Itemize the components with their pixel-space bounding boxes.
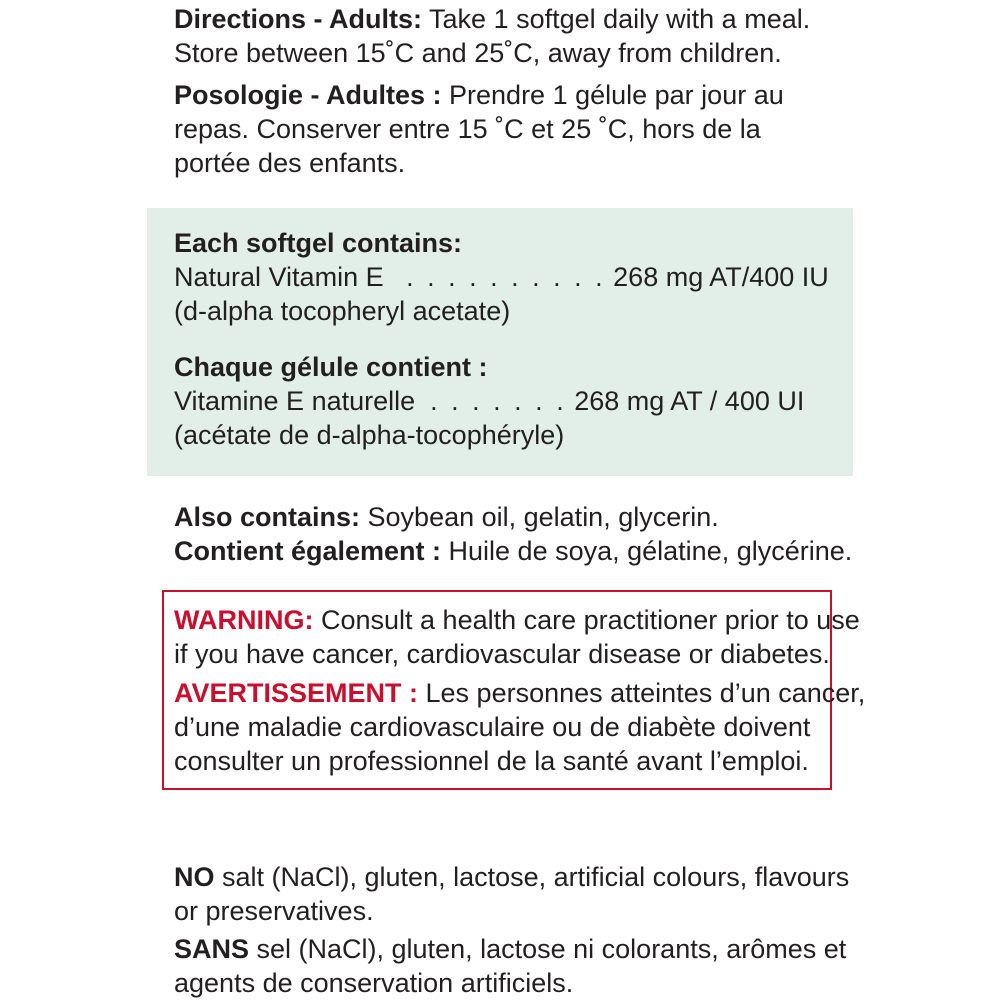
ingredients-fr xyxy=(174,350,804,452)
ingredients-en-heading: Each softgel contains: xyxy=(174,228,463,258)
directions-fr-line-1 xyxy=(174,78,784,112)
directions-en xyxy=(174,2,810,70)
directions-fr xyxy=(174,78,784,180)
free-from-en-text: salt (NaCl), gluten, lactose, artificial colours, flavours xyxy=(214,862,850,892)
warning-en-line-1 xyxy=(174,603,860,637)
directions-fr-text: Prendre 1 gélule par jour au xyxy=(441,80,784,110)
ingredient-detail: (acétate de d-alpha-tocophéryle) xyxy=(174,420,565,450)
warning-en xyxy=(174,603,860,671)
other-ingredients xyxy=(174,500,852,568)
warning-en-text: Consult a health care practitioner prior to use xyxy=(313,605,860,635)
other-ingredients-en-label: Also contains: xyxy=(174,502,361,532)
directions-en-line-1 xyxy=(174,2,810,36)
free-from-en-line-1 xyxy=(174,860,849,894)
ingredients-en-row xyxy=(174,260,829,294)
free-from-en-line-2: or preservatives. xyxy=(174,896,374,926)
ingredients-en xyxy=(174,226,829,328)
free-from-fr xyxy=(174,932,846,1000)
free-from-fr-line-2: agents de conservation artificiels. xyxy=(174,968,574,998)
other-ingredients-fr-text: Huile de soya, gélatine, glycérine. xyxy=(441,536,853,566)
free-from-fr-text: sel (NaCl), gluten, lactose ni colorants, arômes et xyxy=(249,934,847,964)
warning-en-label: WARNING: xyxy=(174,605,314,635)
directions-en-text: Take 1 softgel daily with a meal. xyxy=(422,4,811,34)
ingredient-detail: (d-alpha tocopheryl acetate) xyxy=(174,296,511,326)
leader-dots: . . . . . . . . . . xyxy=(406,262,606,292)
ingredient-name: Natural Vitamin E xyxy=(174,262,384,292)
directions-fr-line-2: repas. Conserver entre 15 ˚C et 25 ˚C, hors de la xyxy=(174,114,761,144)
ingredient-amount: 268 mg AT/400 IU xyxy=(613,262,829,292)
ingredient-name: Vitamine E naturelle xyxy=(174,386,416,416)
warning-fr-line-3: consulter un professionnel de la santé avant l’emploi. xyxy=(174,746,809,776)
directions-en-line-2: Store between 15˚C and 25˚C, away from children. xyxy=(174,38,782,68)
other-ingredients-en xyxy=(174,500,852,534)
warning-en-line-2: if you have cancer, cardiovascular disease or diabetes. xyxy=(174,639,830,669)
warning-fr-line-2: d’une maladie cardiovasculaire ou de diabète doivent xyxy=(174,712,811,742)
directions-fr-label: Posologie - Adultes : xyxy=(174,80,442,110)
ingredients-fr-row xyxy=(174,384,804,418)
free-from-en-label: NO xyxy=(174,862,215,892)
directions-en-label: Directions - Adults: xyxy=(174,4,423,34)
ingredient-amount: 268 mg AT / 400 UI xyxy=(574,386,805,416)
ingredients-fr-heading: Chaque gélule contient : xyxy=(174,352,488,382)
leader-dots: . . . . . . . xyxy=(430,386,567,416)
directions-fr-line-3: portée des enfants. xyxy=(174,148,406,178)
free-from-fr-label: SANS xyxy=(174,934,250,964)
free-from-fr-line-1 xyxy=(174,932,846,966)
other-ingredients-fr xyxy=(174,534,852,568)
warning-fr-text: Les personnes atteintes d’un cancer, xyxy=(418,678,866,708)
other-ingredients-en-text: Soybean oil, gelatin, glycerin. xyxy=(360,502,719,532)
warning-fr-line-1 xyxy=(174,676,865,710)
free-from-en xyxy=(174,860,849,928)
warning-fr-label: AVERTISSEMENT : xyxy=(174,678,419,708)
warning-fr xyxy=(174,676,865,778)
other-ingredients-fr-label: Contient également : xyxy=(174,536,442,566)
